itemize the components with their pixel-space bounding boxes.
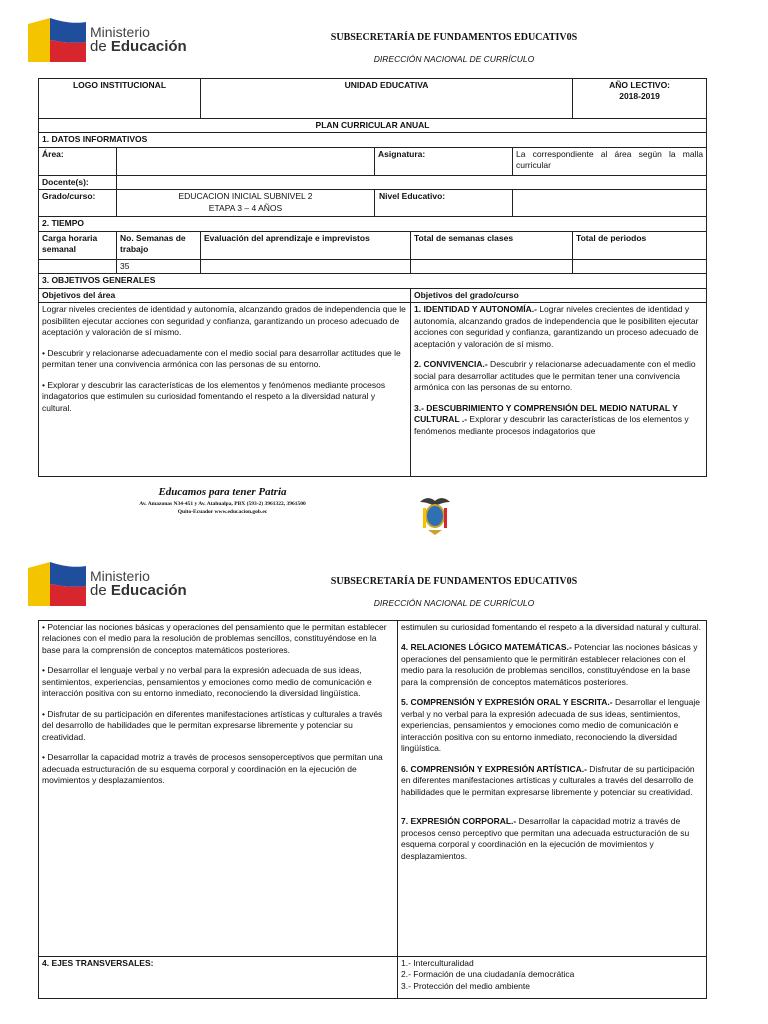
area-label: Área: (39, 147, 117, 175)
footer-address-line2: Quito-Ecuador www.educacion.gob.ec (177, 508, 268, 515)
logo-text-line1: Ministerio (90, 567, 150, 584)
objetivos-grado-cell-page1 (411, 303, 707, 477)
grado-objective-7 (401, 816, 703, 862)
asignatura-label: Asignatura: (375, 147, 513, 175)
tiempo-col-total-periodos: Total de periodos (573, 231, 707, 259)
grado-objective-2-text: Descubrir y relacionarse adecuadamente con el medio social para desarrollar actitudes que le permitan tener una convivencia armónica con las personas de su entorno. (414, 359, 696, 393)
footer-address (0, 501, 445, 516)
grado-objective-5 (401, 697, 703, 754)
grado-value-line2: ETAPA 3 – 4 AÑOS (208, 202, 283, 213)
area-objective-1: Lograr niveles crecientes de identidad y autonomía, alcanzando grados de independencia que le posibiliten ejecutar acciones con seguridad y confianza, garantizando un proceso adecuado de aceptación y valoración de sí mismo. (42, 304, 406, 338)
eje-item-2: 2.- Formación de una ciudadanía democrática (401, 969, 575, 980)
tiempo-col-carga: Carga horaria semanal (39, 231, 117, 259)
objetivos-grado-header: Objetivos del grado/curso (411, 288, 707, 302)
grado-objective-4-text: Potenciar las nociones básicas y operaciones del pensamiento que le permitirán establecer relaciones con el medio para la resolución de problemas sencillos, constituyéndose en la base para la comprensión de conceptos matemáticos posteriores. (401, 642, 698, 687)
page2-header-subtitle: DIRECCIÓN NACIONAL DE CURRÍCULO (373, 598, 535, 608)
docentes-value (117, 175, 707, 189)
grado-objective-3-text: Explorar y descubrir las características de los elementos y fenómenos mediante procesos indagatorios que (414, 414, 689, 436)
docentes-label: Docente(s): (39, 175, 117, 189)
tiempo-col-semanas: No. Semanas de trabajo (117, 231, 201, 259)
logo-text-line1: Ministerio (90, 23, 150, 40)
area-objective-5: • Desarrollar el lenguaje verbal y no verbal para la expresión adecuada de sus ideas, sentimientos, experiencias, pensamientos y emociones como medio de comunicación e interacción positiva con su entorno inmediato, reconociendo la diversidad lingüística. (42, 665, 372, 699)
section-datos-informativos: 1. DATOS INFORMATIVOS (39, 133, 707, 147)
nivel-educativo-value (513, 190, 707, 217)
anio-lectivo-label: AÑO LECTIVO: (609, 80, 671, 90)
grado-label: Grado/curso: (39, 190, 117, 217)
unidad-educativa-cell: UNIDAD EDUCATIVA (201, 79, 573, 119)
area-objective-4: • Potenciar las nociones básicas y operaciones del pensamiento que le permitan establecer relaciones con el medio para la resolución de problemas sencillos, constituyéndose en la base para la comprensión de conceptos matemáticos posteriores. (42, 622, 387, 655)
grado-objective-3-cont: estimulen su curiosidad fomentando el respeto a la diversidad natural y cultural. (401, 622, 702, 632)
objetivos-area-cell-page2 (39, 621, 398, 957)
tiempo-value-semanas: 35 (117, 259, 201, 273)
area-value (117, 147, 375, 175)
grado-objective-1-title: 1. IDENTIDAD Y AUTONOMÍA.- (414, 304, 537, 315)
grado-value-line1: EDUCACION INICIAL SUBNIVEL 2 (178, 191, 313, 202)
ecuador-coat-of-arms-icon (418, 494, 452, 536)
logo-institucional-cell: LOGO INSTITUCIONAL (39, 79, 201, 119)
grado-objective-2-title: 2. CONVIVENCIA.- (414, 359, 488, 370)
grado-objective-4 (401, 642, 703, 688)
objetivos-grado-cell-page2 (398, 621, 707, 957)
grado-objective-7-title: 7. EXPRESIÓN CORPORAL.- (401, 816, 517, 827)
plan-table-page2 (38, 620, 707, 999)
grado-objective-3-title: 3.- DESCUBRIMIENTO Y COMPRENSIÓN DEL MEDIO NATURAL Y CULTURAL .- (414, 402, 678, 425)
anio-lectivo-cell (573, 79, 707, 119)
tiempo-value-evaluacion (201, 259, 411, 273)
tiempo-value-carga (39, 259, 117, 273)
grado-objective-7-text: Desarrollar la capacidad motriz a través de procesos censo perceptivo que permitan una adecuada estructuración de su esquema corporal y coordinación en la ejecución de movimientos y desplazamientos. (401, 816, 690, 861)
objetivos-area-header: Objetivos del área (39, 288, 411, 302)
objetivos-area-cell-page1 (39, 303, 411, 477)
footer-slogan: Educamos para tener Patria (158, 486, 287, 498)
grado-objective-6-title: 6. COMPRENSIÓN Y EXPRESIÓN ARTÍSTICA.- (401, 763, 587, 774)
tiempo-col-evaluacion: Evaluación del aprendizaje e imprevistos (201, 231, 411, 259)
grado-objective-5-title: 5. COMPRENSIÓN Y EXPRESIÓN ORAL Y ESCRITA.- (401, 697, 613, 708)
grado-objective-1 (414, 304, 703, 350)
section-tiempo: 2. TIEMPO (39, 217, 707, 231)
logo-text-de: de (90, 582, 107, 600)
grado-objective-6 (401, 764, 703, 798)
area-objective-2: • Descubrir y relacionarse adecuadamente con el medio social para desarrollar actitudes que le permitan tener una convivencia armónica con las personas de su entorno. (42, 347, 401, 370)
grado-objective-3 (414, 403, 703, 437)
area-objective-6: • Disfrutar de su participación en diferentes manifestaciones artísticas y culturales a través del desarrollo de habilidades que le permitan expresarse libremente y potenciar su creatividad. (42, 708, 383, 742)
tiempo-value-total-semanas (411, 259, 573, 273)
plan-title: PLAN CURRICULAR ANUAL (39, 119, 707, 133)
logo-text-de: de (90, 38, 107, 56)
tiempo-value-total-periodos (573, 259, 707, 273)
asignatura-value: La correspondiente al área según la malla curricular (513, 147, 707, 175)
logo-text-educacion: Educación (110, 38, 187, 56)
eje-item-1: 1.- Interculturalidad (401, 958, 474, 968)
plan-table-page1 (38, 78, 707, 477)
area-objective-7: • Desarrollar la capacidad motriz a través de procesos sensoperceptivos que permitan una adecuada estructuración de su esquema corporal y coordinación en la ejecución de movimientos y desplazamientos. (42, 752, 383, 786)
grado-objective-2 (414, 359, 703, 393)
ejes-transversales-list (398, 957, 707, 999)
grado-objective-4-title: 4. RELACIONES LÓGICO MATEMÁTICAS.- (401, 642, 572, 653)
section-objetivos: 3. OBJETIVOS GENERALES (39, 274, 707, 288)
anio-lectivo-value: 2018-2019 (619, 91, 660, 102)
page1-header-subtitle: DIRECCIÓN NACIONAL DE CURRÍCULO (373, 54, 535, 64)
footer-address-line1: Av. Amazonas N34-451 y Av. Atahualpa, PBX (593-2) 3961322, 3961500 (139, 501, 306, 507)
grado-objective-6-text: Disfrutar de su participación en diferentes manifestaciones artísticas y culturales a través del desarrollo de habilidades que le permitan expresarse libremente y potenciar su creatividad. (401, 763, 695, 797)
logo-text-educacion: Educación (110, 582, 187, 600)
ejes-transversales-label: 4. EJES TRANSVERSALES: (39, 957, 398, 999)
area-objective-3: • Explorar y descubrir las características de los elementos y fenómenos mediante procesos indagatorios que estimulen su curiosidad fomentando el respeto a la diversidad natural y cultural. (42, 379, 386, 413)
grado-objective-1-text: Lograr niveles crecientes de identidad y autonomía, alcanzando grados de independencia que le posibiliten ejecutar acciones con seguridad y confianza, garantizando un proceso adecuado de aceptación y valoración de sí mismo. (414, 304, 699, 349)
nivel-educativo-label: Nivel Educativo: (375, 190, 513, 217)
grado-objective-5-text: Desarrollar el lenguaje verbal y no verbal para la expresión adecuada de sus ideas, sentimientos, experiencias, pensamientos y emociones como medio de comunicación e interacción positiva con su entorno inmediato, reconociendo la diversidad lingüística. (401, 697, 701, 754)
page1-header-title: SUBSECRETARÍA DE FUNDAMENTOS EDUCATIV0S (330, 32, 578, 43)
grado-value (117, 190, 375, 217)
tiempo-col-total-semanas: Total de semanas clases (411, 231, 573, 259)
eje-item-3: 3.- Protección del medio ambiente (401, 980, 530, 991)
page2-header-title: SUBSECRETARÍA DE FUNDAMENTOS EDUCATIV0S (330, 576, 578, 587)
